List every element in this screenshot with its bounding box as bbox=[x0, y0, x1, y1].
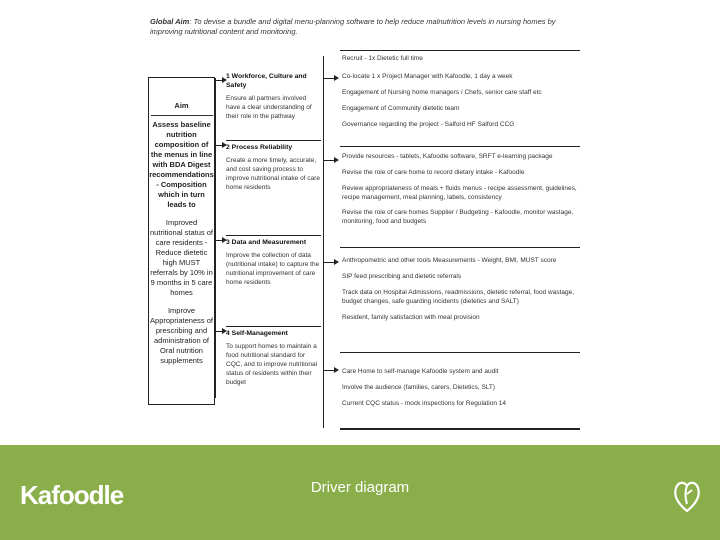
change-group-4 bbox=[340, 352, 580, 408]
change-item: SIP feed prescribing and dietetic referrals bbox=[342, 273, 462, 280]
driver-connector-line bbox=[323, 56, 324, 428]
change-item: Track data on Hospital Admissions, readmissions, dietetic referral, food wastage, budget changes, safe guarding incidents (dietetics and SALT) bbox=[342, 289, 575, 305]
driver-2-title: 2 Process Reliability bbox=[226, 144, 293, 151]
global-aim: Global Aim: To devise a bundle and digital menu-planning software to help reduce malnutrition levels in nursing homes by improving nutritional content and monitoring. bbox=[150, 17, 556, 36]
change-item: Revise the role of care homes Supplier / Budgeting - Kafoodle, monitor wastage, monitoring, food and budgets bbox=[342, 209, 574, 225]
driver-4-text: To support homes to maintain a food nutritional standard for CQC, and to improve nutritional status of residents within their budget bbox=[226, 343, 318, 386]
change-group-2 bbox=[340, 146, 580, 226]
aim-text-2: Improved nutritional status of care residents - Reduce dietetic high MUST referrals by 10% in 9 months in 5 care homes bbox=[150, 218, 213, 297]
change-item: Engagement of Community dietetic team bbox=[342, 105, 460, 112]
change-item: Involve the audience (families, carers, Dietetics, SLT) bbox=[342, 384, 496, 391]
aim-arrow-3 bbox=[222, 237, 227, 243]
change-item: Review appropriateness of meals + fluids menus - recipe assessment, guidelines, recipe management, meal planning, labels, consistency bbox=[342, 185, 577, 201]
driver-1 bbox=[226, 72, 321, 121]
kafoodle-heart-icon bbox=[672, 476, 702, 519]
change-item: Resident, family satisfaction with meal provision bbox=[342, 314, 480, 321]
change-item: Co-locate 1 x Project Manager with Kafoodle, 1 day a week bbox=[342, 73, 513, 80]
slide-title: Driver diagram bbox=[310, 479, 410, 496]
driver-1-text: Ensure all partners involved have a clear understanding of their role in the pathway bbox=[226, 95, 312, 120]
change-group-1 bbox=[340, 50, 580, 129]
aim-divider bbox=[151, 115, 213, 116]
driver-2-text: Create a more timely, accurate, and cost saving process to improve nutritional intake of care home residents bbox=[226, 157, 320, 191]
aim-box bbox=[148, 77, 215, 405]
change-item: Recruit - 1x Dietetic full time bbox=[342, 55, 423, 62]
change-bottom-line bbox=[340, 428, 580, 430]
change-group-3 bbox=[340, 247, 580, 322]
global-aim-label: Global Aim bbox=[150, 17, 190, 26]
aim-text-1: Assess baseline nutrition composition of the menus in line with BDA Digest recommendations - Composition which in turn leads to bbox=[149, 120, 214, 209]
change-arrow-3 bbox=[334, 259, 339, 265]
aim-arrow-1 bbox=[222, 77, 227, 83]
change-item: Revise the role of care home to record dietary intake - Kafoodle bbox=[342, 169, 525, 176]
driver-3 bbox=[226, 235, 321, 287]
driver-4 bbox=[226, 326, 321, 387]
change-item: Provide resources - tablets, Kafoodle software, SRFT e-learning package bbox=[342, 153, 553, 160]
driver-2 bbox=[226, 140, 321, 192]
driver-3-text: Improve the collection of data (nutritional intake) to capture the nutritional improvement of care home residents bbox=[226, 252, 320, 286]
change-arrow-2 bbox=[334, 157, 339, 163]
aim-arrow-4 bbox=[222, 328, 227, 334]
change-item: Governance regarding the project - Salford HF Salford CCG bbox=[342, 121, 515, 128]
aim-title: Aim bbox=[174, 101, 189, 110]
change-item: Current CQC status - mock inspections for Regulation 14 bbox=[342, 400, 507, 407]
driver-1-title: 1 Workforce, Culture and Safety bbox=[226, 73, 307, 89]
change-arrow-1 bbox=[334, 75, 339, 81]
driver-3-title: 3 Data and Measurement bbox=[226, 239, 307, 246]
change-item: Care Home to self-manage Kafoodle system and audit bbox=[342, 368, 499, 375]
driver-4-title: 4 Self-Management bbox=[226, 330, 288, 337]
aim-arrow-2 bbox=[222, 142, 227, 148]
change-arrow-4 bbox=[334, 367, 339, 373]
kafoodle-logo: Kafoodle bbox=[20, 480, 124, 510]
aim-connector-line bbox=[215, 78, 216, 398]
global-aim-text: To devise a bundle and digital menu-planning software to help reduce malnutrition levels in nursing homes by improving nutritional content and monitoring. bbox=[150, 17, 556, 36]
change-item: Anthropometric and other tools Measurements - Weight, BMI, MUST score bbox=[342, 257, 557, 264]
change-item: Engagement of Nursing home managers / Chefs, senior care staff etc bbox=[342, 89, 542, 96]
aim-text-3: Improve Appropriateness of prescribing and administration of Oral nutrition supplements bbox=[150, 306, 213, 365]
